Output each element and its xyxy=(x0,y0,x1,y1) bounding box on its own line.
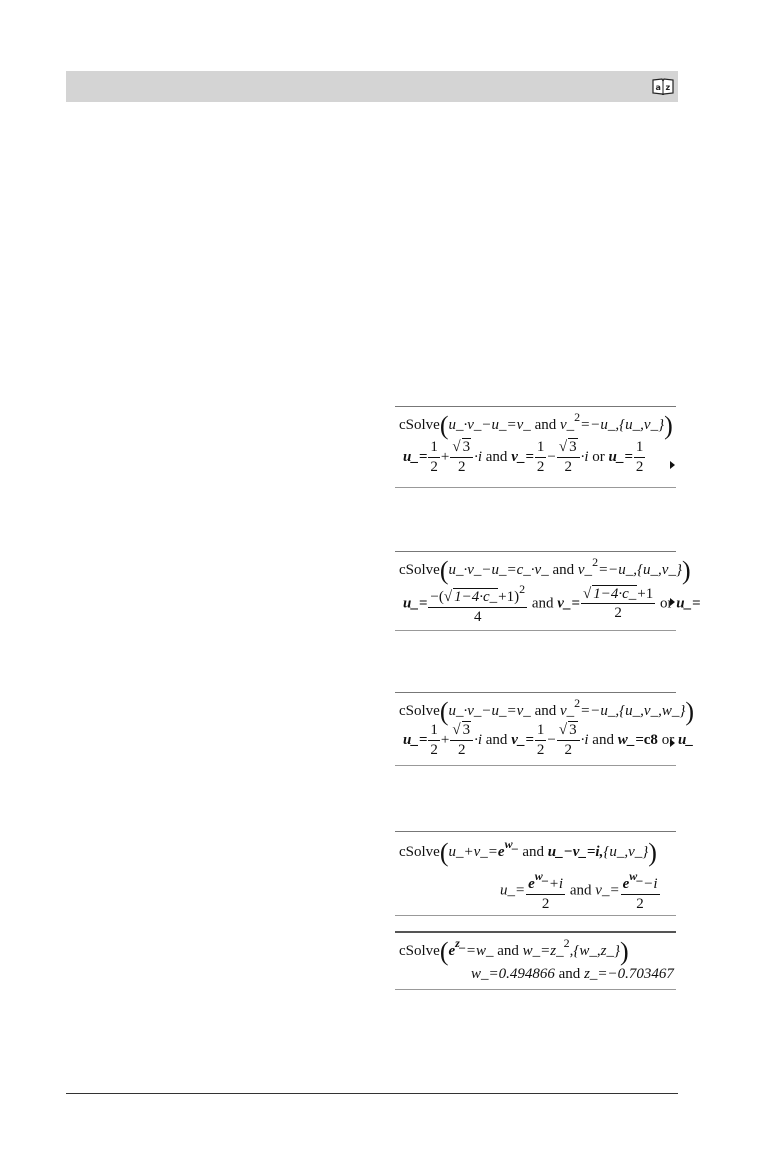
example-panel-1 xyxy=(395,406,676,488)
func-name: cSolve xyxy=(399,417,440,433)
more-arrow-icon[interactable] xyxy=(670,461,675,469)
result-var: u_= xyxy=(403,449,428,466)
input-line: cSolve(u_·v_−u_=v_ and v_$^2$=−u_,{u_,v_}) xyxy=(399,410,673,440)
fraction: $\frac{-(√ 1-4\cdot c\_+1)^2}{4}$ xyxy=(430,582,526,625)
more-arrow-icon[interactable] xyxy=(670,598,675,606)
equation-2: v_ xyxy=(559,417,575,433)
output-line: u_= $\frac{-(√ 1-4\cdot c\_+1)^2}{4}$ and v_= $\frac{√ 1-4\cdot c\_+1}{2}$ or u_= xyxy=(403,582,701,625)
fraction: $\frac{1}{2}$ xyxy=(430,439,438,475)
input-line: cSolve(u_·v_−u_=v_ and v_$^2$=−u_,{u_,v_,w_}) xyxy=(399,696,694,726)
output-line: u_= $\frac{1}{2}$ + $\frac{√ 3}{2}$ ·i and v_= $\frac{1}{2}$ − $\frac{√ 3}{2}$ ·i and w_=c8 or u_ xyxy=(403,722,694,758)
variable-list: {u_,v_} xyxy=(619,417,665,433)
footer-rule xyxy=(66,1093,678,1094)
more-arrow-icon[interactable] xyxy=(670,739,675,747)
example-panel-5 xyxy=(395,931,676,990)
example-panel-3 xyxy=(395,692,694,766)
example-panel-4 xyxy=(395,831,676,916)
exponent: 2 xyxy=(574,410,581,424)
output-line: u_= $\frac{1}{2}$ + $\frac{√ 3}{2}$ ·i and v_= $\frac{1}{2}$ − $\frac{√ 3}{2}$ ·i or u_= $\frac{1}{2}$ xyxy=(403,439,644,475)
input-line: $cSolve(u\_+v\_=e^{w\_}$ and u_−v_=i,{u_,v_}) xyxy=(399,837,657,867)
output-line: w_=0.494866 and z_=−0.703467 xyxy=(471,966,674,982)
catalog-header-bar xyxy=(66,71,678,102)
output-line: u_= $\frac{e^{w\_}+i}{2}$ and v_= $\frac{e^{w\_}-i}{2}$ xyxy=(500,869,658,912)
input-line: $cSolve(e^{z\_}=w\_$ and w_=z_$^2$,{w_,z_}) xyxy=(399,936,629,966)
svg-text:a: a xyxy=(655,83,661,92)
catalog-book-icon xyxy=(652,78,674,95)
sqrt-fraction: $\frac{√ 3}{2}$ xyxy=(450,440,473,476)
input-line: cSolve(u_·v_−u_=c_·v_ and v_$^2$=−u_,{u_,v_}) xyxy=(399,555,691,585)
equation-2-rhs: =−u_, xyxy=(580,417,620,433)
and-word: and xyxy=(534,417,557,433)
equation-1: u_·v_−u_=v_ xyxy=(448,417,531,433)
svg-text:z: z xyxy=(665,83,671,92)
example-panel-2 xyxy=(395,551,701,631)
